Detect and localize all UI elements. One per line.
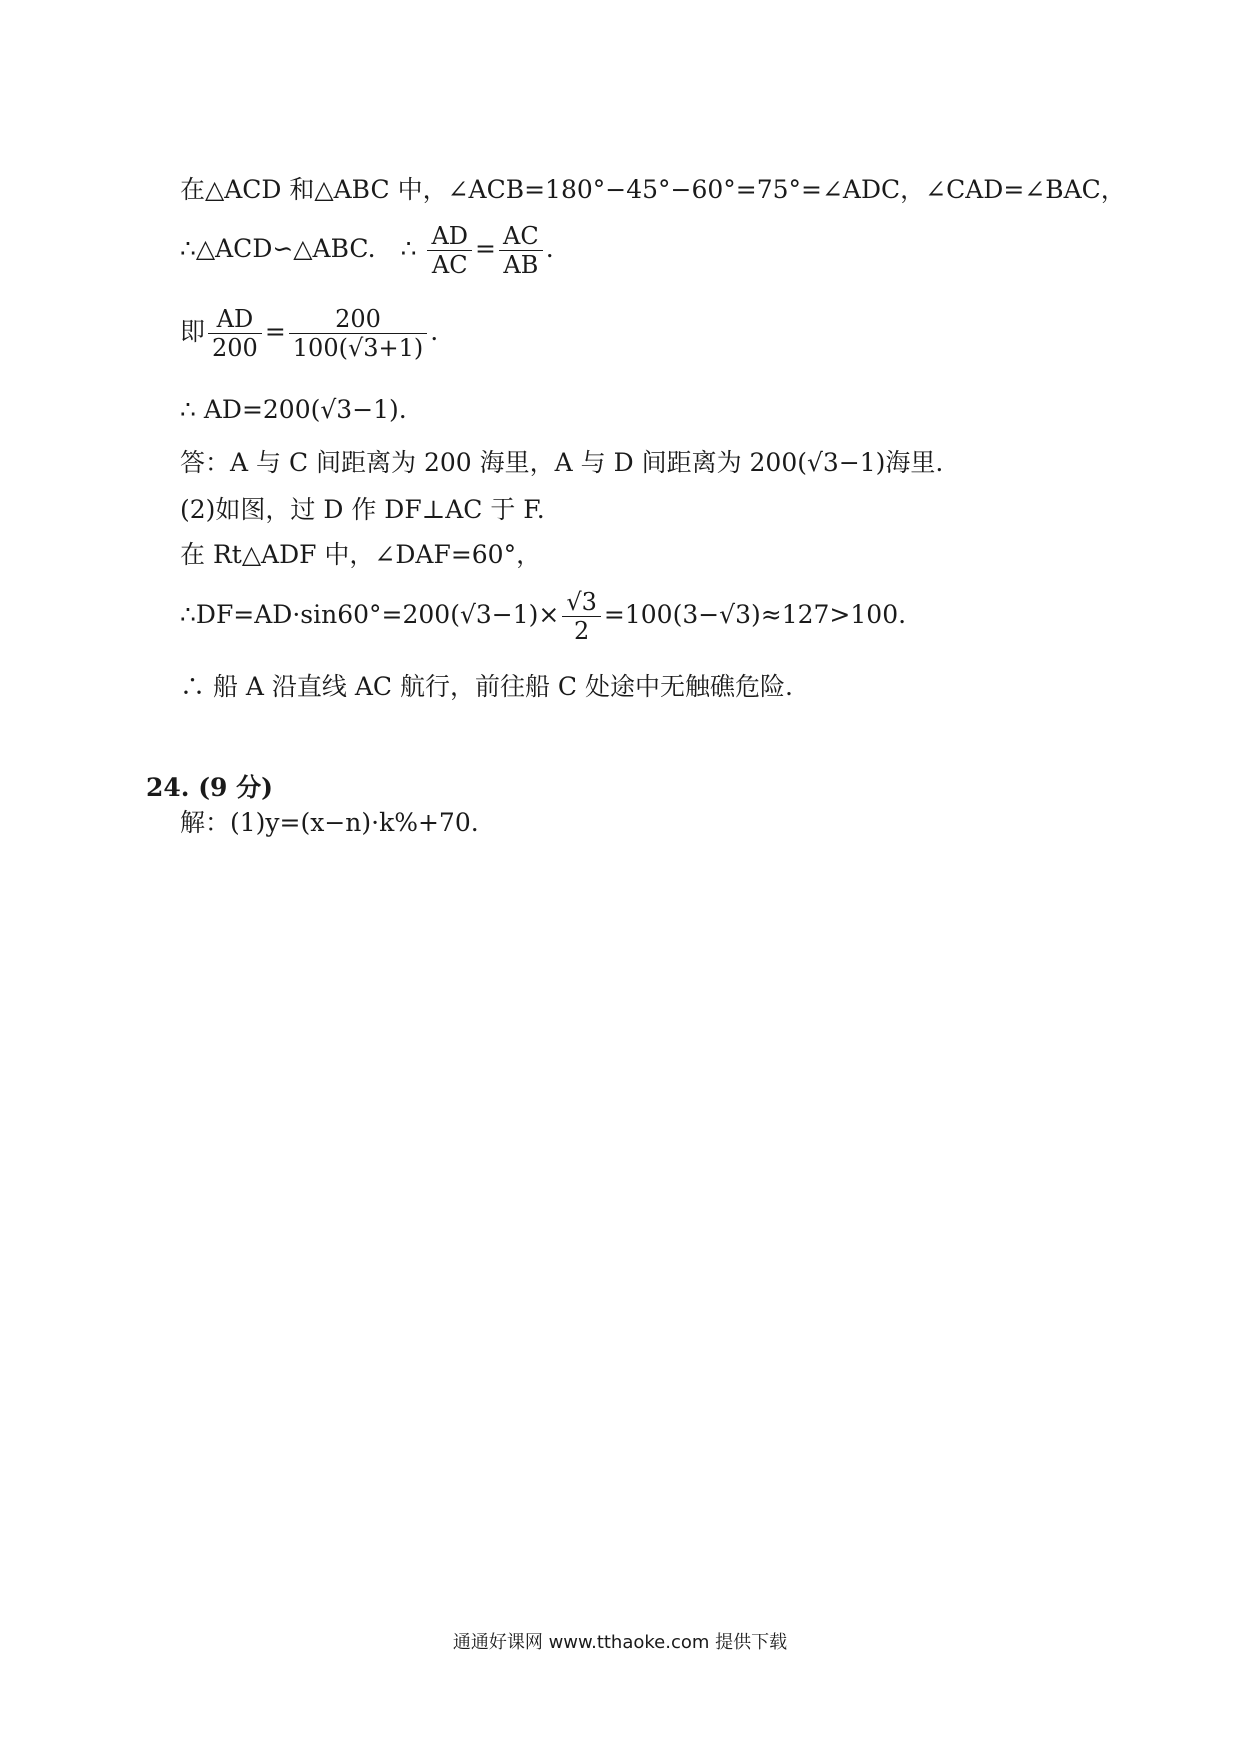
fraction-numerator: √3 (562, 588, 601, 617)
solution-line-3 (180, 305, 438, 362)
fraction-ad-200 (208, 305, 262, 362)
conclusion-line: ∴ 船 A 沿直线 AC 航行，前往船 C 处途中无触礁危险. (180, 672, 793, 701)
question-24-answer: 解：(1)y=(x−n)·k%+70. (180, 808, 479, 837)
period: . (430, 317, 439, 346)
solution-part-2-line: (2)如图，过 D 作 DF⊥AC 于 F. (180, 495, 545, 524)
fraction-denominator: 2 (573, 617, 590, 645)
equals-sign: = (264, 317, 286, 346)
page-footer: 通通好课网 www.tthaoke.com 提供下载 (452, 1632, 788, 1653)
fraction-sqrt3-over-2 (562, 588, 601, 645)
fraction-200-over-sqrt (289, 305, 427, 362)
fraction-numerator: AD (208, 305, 262, 334)
solution-line-df (180, 588, 906, 645)
fraction-ac-ab (499, 222, 543, 279)
equals-sign: = (475, 234, 496, 263)
fraction-numerator: AC (499, 222, 543, 251)
solution-line-4: ∴ AD=200(√3−1). (180, 395, 407, 424)
fraction-numerator: AD (427, 222, 472, 251)
fraction-denominator: 200 (212, 334, 258, 362)
namely-text: 即 (180, 317, 206, 346)
fraction-numerator: 200 (289, 305, 427, 334)
solution-line-2 (180, 222, 554, 279)
solution-line-1: 在△ACD 和△ABC 中，∠ACB=180°−45°−60°=75°=∠ADC，∠CAD=∠BAC， (180, 175, 1126, 204)
solution-line-rt-triangle: 在 Rt△ADF 中，∠DAF=60°， (180, 540, 542, 569)
question-24-header: 24. (9 分) (146, 773, 273, 802)
similar-triangles-text: ∴△ACD∽△ABC. ∴ (180, 234, 425, 263)
answer-line: 答：A 与 C 间距离为 200 海里，A 与 D 间距离为 200(√3−1)海里. (180, 448, 944, 477)
df-expression: ∴DF=AD·sin60°=200(√3−1)× (180, 600, 560, 629)
fraction-ad-ac (427, 222, 472, 279)
df-result: =100(3−√3)≈127>100. (603, 600, 907, 629)
period: . (545, 234, 554, 263)
fraction-denominator: AC (431, 251, 468, 279)
fraction-denominator: AB (503, 251, 539, 279)
fraction-denominator: 100(√3+1) (292, 334, 424, 362)
